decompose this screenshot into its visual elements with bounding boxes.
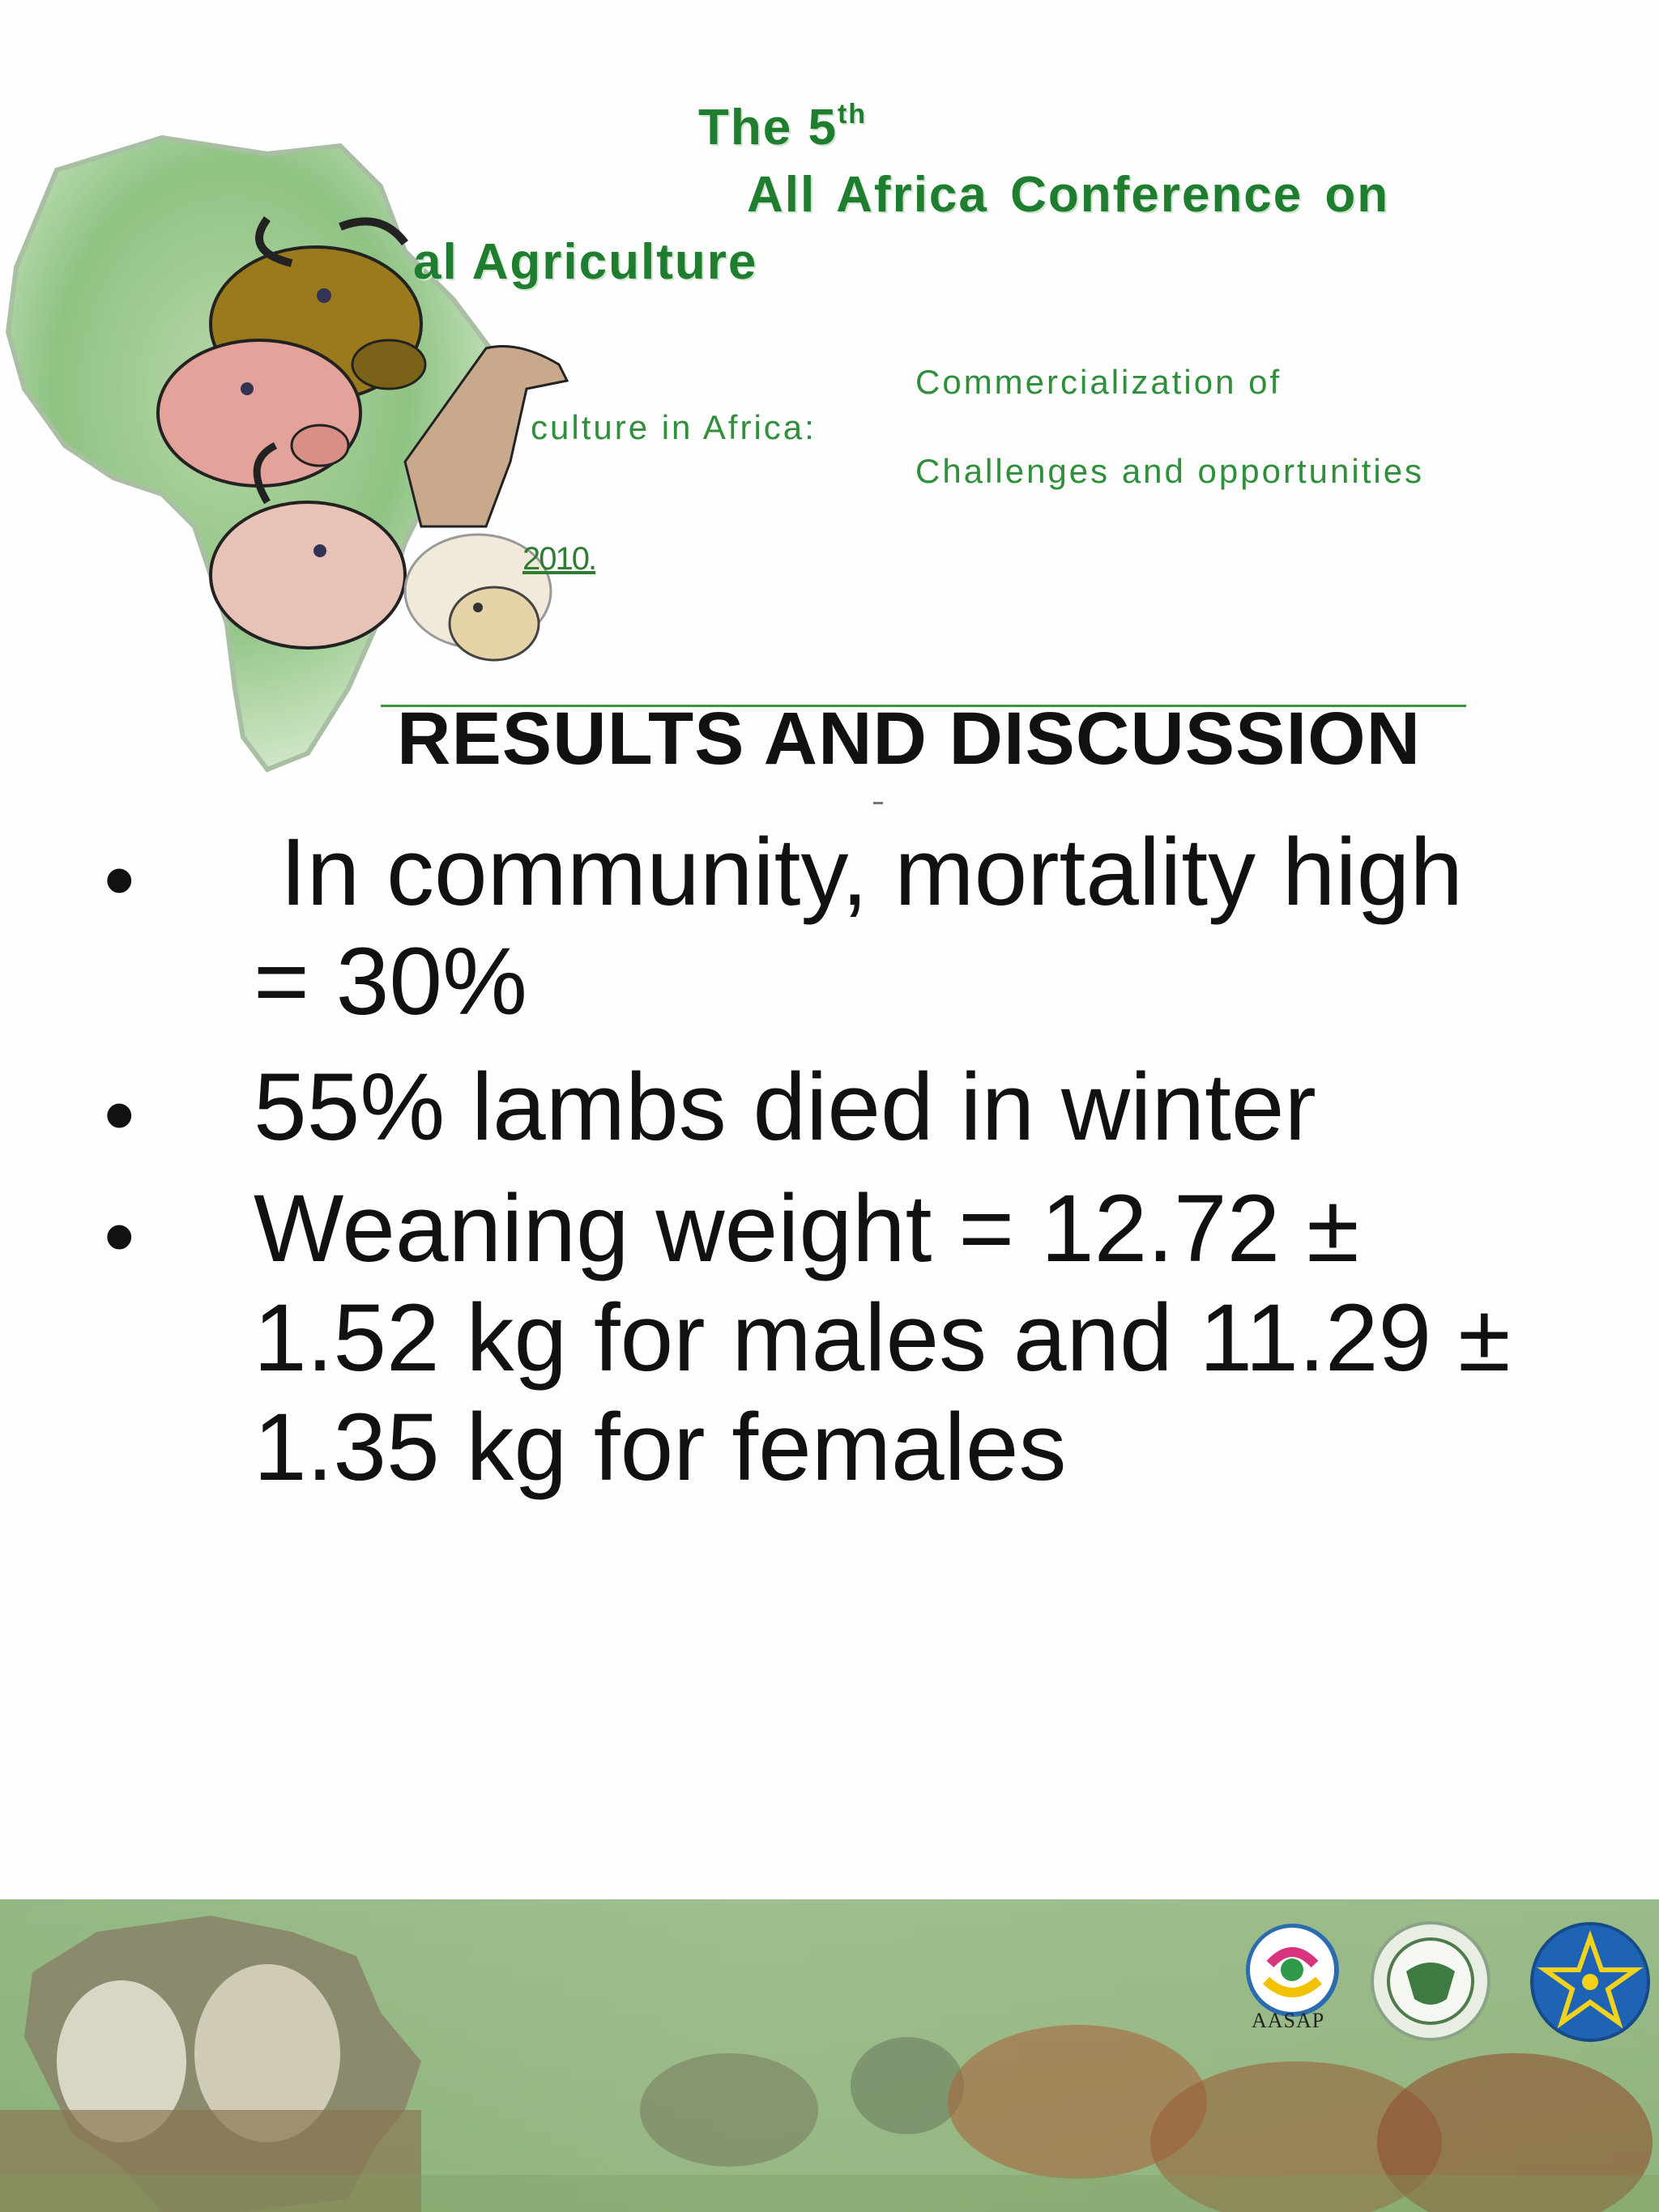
africa-animals-illustration [0, 121, 616, 786]
aasap-logo-icon [1246, 1924, 1339, 2017]
conference-subtitle-1: Commercialization of [915, 363, 1282, 401]
conference-title-line-3: al Agriculture [413, 234, 758, 290]
conference-title-line-2: All Africa Conference on [747, 167, 1390, 223]
conference-date: 2010. [522, 541, 596, 577]
bullet-dot: • [104, 1187, 135, 1286]
conference-subtitle-2: culture in Africa: [531, 408, 817, 446]
conference-title-line-1: The 5th [698, 99, 868, 156]
bullet-dot: • [104, 1065, 135, 1165]
bullet-text: 55% lambs died in winter [254, 1054, 1316, 1161]
decorative-dash [873, 802, 883, 804]
bullet-text: In community, mortality high = 30% [254, 819, 1490, 1035]
bullet-dot: • [104, 830, 135, 930]
slide-title: RESULTS AND DISCUSSION [397, 697, 1422, 780]
aasap-logo-label: AASAP [1252, 2009, 1325, 2032]
conference-subtitle-3: Challenges and opportunities [915, 452, 1425, 490]
ethiopia-emblem-icon [1529, 1921, 1651, 2043]
bullet-text: Weaning weight = 12.72 ± 1.52 kg for males and 11.29 ± 1.35 kg for females [254, 1175, 1511, 1501]
association-logo-icon [1371, 1921, 1491, 2041]
